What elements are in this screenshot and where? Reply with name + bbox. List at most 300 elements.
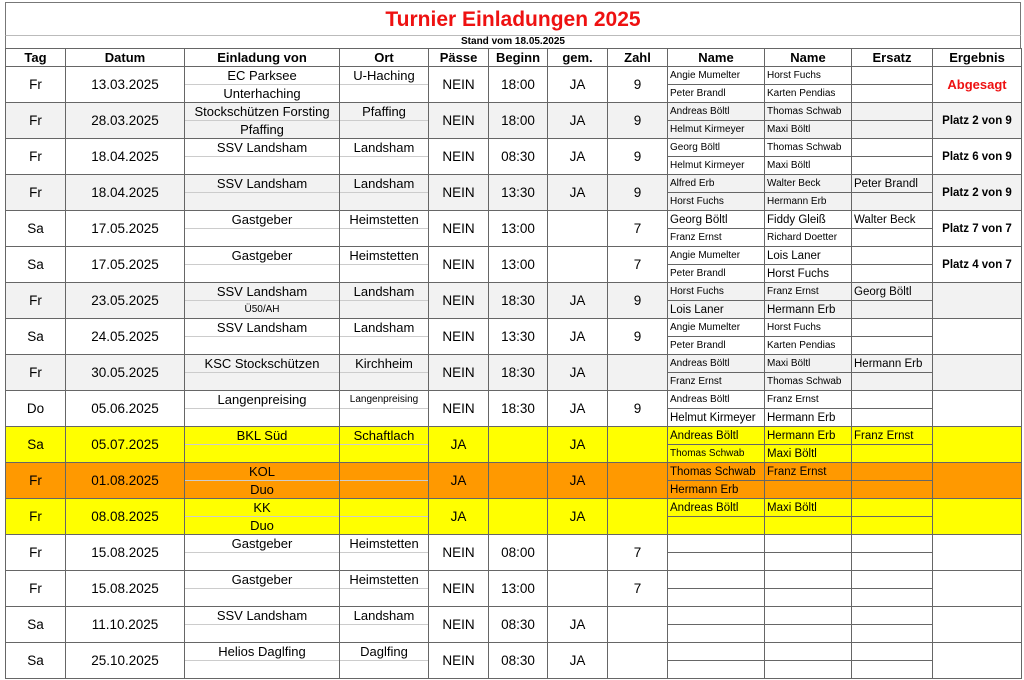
cell-ersatz	[852, 409, 933, 427]
cell-ergebnis: Platz 4 von 7	[933, 247, 1022, 283]
cell-name-1	[668, 571, 765, 589]
ort-line-2	[340, 121, 428, 138]
cell-ort	[340, 355, 429, 391]
ort-line: Schaftlach	[340, 427, 428, 445]
cell-beginn	[489, 427, 548, 463]
ort-line	[340, 499, 428, 517]
cell-ersatz	[852, 247, 933, 265]
ort-line: Heimstetten	[340, 571, 428, 589]
cell-zahl: 9	[608, 391, 668, 427]
cell-zahl	[608, 643, 668, 679]
header-ort: Ort	[340, 49, 429, 67]
table-row	[6, 535, 1022, 553]
cell-zahl	[608, 607, 668, 643]
cell-ersatz	[852, 67, 933, 85]
table-body	[6, 67, 1022, 679]
cell-name-1: Thomas Schwab	[668, 445, 765, 463]
ort-line: Landsham	[340, 175, 428, 193]
einladung-line-1: Gastgeber	[185, 247, 339, 265]
header-beginn: Beginn	[489, 49, 548, 67]
cell-ersatz	[852, 643, 933, 661]
ort-line: Heimstetten	[340, 211, 428, 229]
header-paesse: Pässe	[429, 49, 489, 67]
einladung-line-1: Gastgeber	[185, 535, 339, 553]
header-name-1: Name	[668, 49, 765, 67]
ort-line: Landsham	[340, 607, 428, 625]
ort-line: Daglfing	[340, 643, 428, 661]
header-einladung: Einladung von	[185, 49, 340, 67]
cell-ersatz	[852, 589, 933, 607]
table-row	[6, 643, 1022, 661]
cell-ersatz	[852, 499, 933, 517]
cell-zahl	[608, 463, 668, 499]
cell-ersatz	[852, 391, 933, 409]
cell-paesse: JA	[429, 499, 489, 535]
cell-ort	[340, 643, 429, 679]
cell-datum: 30.05.2025	[66, 355, 185, 391]
cell-name-2	[765, 589, 852, 607]
page-title: Turnier Einladungen 2025	[5, 2, 1021, 35]
ort-line-2	[340, 373, 428, 390]
cell-name-1: Andreas Böltl	[668, 103, 765, 121]
cell-paesse: NEIN	[429, 175, 489, 211]
cell-paesse: NEIN	[429, 355, 489, 391]
einladung-line-2	[185, 157, 339, 174]
cell-datum: 17.05.2025	[66, 211, 185, 247]
ort-line: U-Haching	[340, 67, 428, 85]
header-name-2: Name	[765, 49, 852, 67]
einladung-line-2: Unterhaching	[223, 86, 301, 101]
cell-paesse: NEIN	[429, 283, 489, 319]
cell-gem: JA	[548, 319, 608, 355]
cell-gem	[548, 247, 608, 283]
cell-einladung	[185, 103, 340, 139]
cell-name-1	[668, 535, 765, 553]
cell-beginn: 18:00	[489, 67, 548, 103]
einladung-line-1: BKL Süd	[185, 427, 339, 445]
cell-name-1: Hermann Erb	[668, 481, 765, 499]
cell-name-2: Maxi Böltl	[765, 121, 852, 139]
cell-name-2	[765, 661, 852, 679]
cell-tag: Fr	[6, 535, 66, 571]
cell-name-2: Richard Doetter	[765, 229, 852, 247]
table-row	[6, 463, 1022, 481]
cell-ergebnis: Platz 6 von 9	[933, 139, 1022, 175]
ort-line: Heimstetten	[340, 247, 428, 265]
cell-datum: 11.10.2025	[66, 607, 185, 643]
cell-ergebnis	[933, 499, 1022, 535]
cell-beginn: 08:30	[489, 139, 548, 175]
cell-ersatz	[852, 301, 933, 319]
cell-tag: Sa	[6, 319, 66, 355]
cell-name-1	[668, 643, 765, 661]
cell-zahl	[608, 427, 668, 463]
cell-name-2: Walter Beck	[765, 175, 852, 193]
cell-paesse: NEIN	[429, 391, 489, 427]
cell-name-1	[668, 589, 765, 607]
table-row	[6, 571, 1022, 589]
cell-datum: 18.04.2025	[66, 139, 185, 175]
cell-einladung	[185, 643, 340, 679]
cell-beginn: 13:30	[489, 175, 548, 211]
cell-einladung	[185, 391, 340, 427]
ort-line-2	[340, 445, 428, 462]
ort-line-2	[340, 85, 428, 102]
cell-gem: JA	[548, 355, 608, 391]
cell-name-2	[765, 517, 852, 535]
einladung-line-2	[185, 553, 339, 570]
cell-ort	[340, 139, 429, 175]
cell-ort	[340, 247, 429, 283]
ort-line: Landsham	[340, 139, 428, 157]
cell-gem: JA	[548, 391, 608, 427]
table-row	[6, 319, 1022, 337]
cell-tag: Fr	[6, 103, 66, 139]
cell-ort	[340, 391, 429, 427]
cell-ersatz	[852, 193, 933, 211]
cell-beginn: 18:30	[489, 283, 548, 319]
cell-name-2	[765, 625, 852, 643]
einladung-line-2	[185, 661, 339, 678]
cell-ergebnis	[933, 535, 1022, 571]
cell-name-1: Andreas Böltl	[668, 355, 765, 373]
cell-datum: 25.10.2025	[66, 643, 185, 679]
cell-tag: Do	[6, 391, 66, 427]
cell-einladung	[185, 211, 340, 247]
cell-beginn: 08:30	[489, 607, 548, 643]
cell-tag: Sa	[6, 211, 66, 247]
cell-ersatz	[852, 85, 933, 103]
cell-einladung	[185, 139, 340, 175]
cell-name-2: Franz Ernst	[765, 283, 852, 301]
einladung-line-2: Duo	[250, 482, 274, 497]
cell-paesse: NEIN	[429, 643, 489, 679]
cell-paesse: NEIN	[429, 139, 489, 175]
cell-ergebnis: Platz 7 von 7	[933, 211, 1022, 247]
ort-line-2	[340, 625, 428, 642]
ort-line-2	[340, 589, 428, 606]
cell-name-1: Peter Brandl	[668, 337, 765, 355]
cell-zahl	[608, 355, 668, 391]
einladung-line-2: Pfaffing	[240, 122, 284, 137]
cell-datum: 05.07.2025	[66, 427, 185, 463]
cell-zahl: 7	[608, 247, 668, 283]
cell-ort	[340, 463, 429, 499]
cell-beginn: 13:00	[489, 571, 548, 607]
cell-paesse: NEIN	[429, 571, 489, 607]
einladung-line-1: Gastgeber	[185, 571, 339, 589]
einladung-line-2	[185, 337, 339, 354]
einladung-line-1: Helios Daglfing	[185, 643, 339, 661]
cell-tag: Sa	[6, 607, 66, 643]
table-row	[6, 427, 1022, 445]
cell-einladung	[185, 355, 340, 391]
einladung-line-2	[185, 265, 339, 282]
cell-ergebnis: Platz 2 von 9	[933, 175, 1022, 211]
cell-name-1: Franz Ernst	[668, 373, 765, 391]
ort-line-2	[340, 157, 428, 174]
cell-datum: 18.04.2025	[66, 175, 185, 211]
cell-gem: JA	[548, 643, 608, 679]
cell-name-2: Thomas Schwab	[765, 103, 852, 121]
cell-einladung	[185, 571, 340, 607]
cell-zahl	[608, 499, 668, 535]
cell-name-2: Hermann Erb	[765, 193, 852, 211]
cell-name-1: Georg Böltl	[668, 139, 765, 157]
cell-tag: Fr	[6, 67, 66, 103]
cell-name-1: Andreas Böltl	[668, 391, 765, 409]
cell-paesse: JA	[429, 427, 489, 463]
cell-einladung	[185, 283, 340, 319]
header-gem: gem.	[548, 49, 608, 67]
cell-ergebnis	[933, 283, 1022, 319]
cell-ersatz	[852, 625, 933, 643]
cell-beginn: 08:30	[489, 643, 548, 679]
cell-name-2: Thomas Schwab	[765, 373, 852, 391]
ort-line-2	[340, 553, 428, 570]
header-row	[6, 49, 1022, 67]
cell-ersatz: Franz Ernst	[852, 427, 933, 445]
cell-einladung	[185, 427, 340, 463]
cell-gem: JA	[548, 175, 608, 211]
cell-ersatz	[852, 157, 933, 175]
cell-name-1: Helmut Kirmeyer	[668, 121, 765, 139]
cell-tag: Sa	[6, 427, 66, 463]
cell-name-2: Horst Fuchs	[765, 319, 852, 337]
cell-datum: 01.08.2025	[66, 463, 185, 499]
cell-ort	[340, 319, 429, 355]
cell-ersatz	[852, 229, 933, 247]
cell-einladung	[185, 499, 340, 535]
cell-name-1	[668, 553, 765, 571]
cell-ergebnis	[933, 391, 1022, 427]
cell-zahl: 7	[608, 535, 668, 571]
cell-beginn: 13:30	[489, 319, 548, 355]
einladung-line-1: EC Parksee	[185, 67, 339, 85]
cell-beginn: 08:00	[489, 535, 548, 571]
cell-zahl: 7	[608, 211, 668, 247]
cell-ersatz	[852, 445, 933, 463]
cell-ersatz: Georg Böltl	[852, 283, 933, 301]
cell-name-2: Thomas Schwab	[765, 139, 852, 157]
cell-name-2: Hermann Erb	[765, 409, 852, 427]
table-row	[6, 139, 1022, 157]
einladung-line-1: SSV Landsham	[185, 139, 339, 157]
ort-line: Pfaffing	[340, 103, 428, 121]
header-zahl: Zahl	[608, 49, 668, 67]
cell-tag: Sa	[6, 247, 66, 283]
table-row	[6, 283, 1022, 301]
cell-name-2: Horst Fuchs	[765, 265, 852, 283]
cell-ersatz	[852, 553, 933, 571]
cell-name-2	[765, 643, 852, 661]
cell-name-2	[765, 535, 852, 553]
cell-name-2: Horst Fuchs	[765, 67, 852, 85]
cell-ersatz	[852, 121, 933, 139]
cell-name-1	[668, 607, 765, 625]
einladung-line-1: Stockschützen Forsting	[185, 103, 339, 121]
einladung-line-1: SSV Landsham	[185, 607, 339, 625]
cell-name-2: Fiddy Gleiß	[765, 211, 852, 229]
cell-name-1: Helmut Kirmeyer	[668, 157, 765, 175]
cell-name-2: Maxi Böltl	[765, 355, 852, 373]
cell-ort	[340, 535, 429, 571]
cell-tag: Fr	[6, 283, 66, 319]
cell-zahl: 9	[608, 103, 668, 139]
table-row	[6, 355, 1022, 373]
einladung-line-1: KK	[185, 499, 339, 517]
cell-name-1: Horst Fuchs	[668, 283, 765, 301]
cell-gem: JA	[548, 139, 608, 175]
ort-line-2	[340, 301, 428, 318]
cell-name-2	[765, 607, 852, 625]
cell-ort	[340, 211, 429, 247]
tournament-table	[5, 48, 1022, 679]
cell-zahl: 9	[608, 175, 668, 211]
cell-tag: Fr	[6, 355, 66, 391]
einladung-line-1: Langenpreising	[185, 391, 339, 409]
einladung-line-1: KOL	[185, 463, 339, 481]
cell-name-1: Angie Mumelter	[668, 319, 765, 337]
cell-name-1: Peter Brandl	[668, 265, 765, 283]
cell-paesse: NEIN	[429, 247, 489, 283]
cell-datum: 17.05.2025	[66, 247, 185, 283]
einladung-line-2	[185, 373, 339, 390]
cell-datum: 15.08.2025	[66, 535, 185, 571]
cell-paesse: NEIN	[429, 211, 489, 247]
cell-einladung	[185, 463, 340, 499]
cell-ergebnis	[933, 463, 1022, 499]
cell-name-2: Karten Pendias	[765, 337, 852, 355]
einladung-line-1: SSV Landsham	[185, 175, 339, 193]
cell-ergebnis	[933, 643, 1022, 679]
cell-paesse: NEIN	[429, 67, 489, 103]
cell-name-2: Karten Pendias	[765, 85, 852, 103]
ort-line	[340, 463, 428, 481]
ort-line-2	[340, 193, 428, 210]
cell-paesse: JA	[429, 463, 489, 499]
table-row	[6, 211, 1022, 229]
cell-ersatz	[852, 319, 933, 337]
table-row	[6, 499, 1022, 517]
cell-zahl: 9	[608, 139, 668, 175]
cell-name-1	[668, 517, 765, 535]
cell-ersatz	[852, 265, 933, 283]
cell-datum: 15.08.2025	[66, 571, 185, 607]
cell-ersatz	[852, 337, 933, 355]
cell-zahl: 9	[608, 319, 668, 355]
cell-gem: JA	[548, 463, 608, 499]
header-ersatz: Ersatz	[852, 49, 933, 67]
cell-gem: JA	[548, 283, 608, 319]
cell-datum: 28.03.2025	[66, 103, 185, 139]
cell-name-1	[668, 625, 765, 643]
header-datum: Datum	[66, 49, 185, 67]
cell-ergebnis	[933, 571, 1022, 607]
cell-ergebnis	[933, 427, 1022, 463]
cell-zahl: 9	[608, 283, 668, 319]
cell-datum: 24.05.2025	[66, 319, 185, 355]
ort-line-2	[340, 661, 428, 678]
cell-beginn: 13:00	[489, 211, 548, 247]
cell-datum: 05.06.2025	[66, 391, 185, 427]
cell-gem: JA	[548, 103, 608, 139]
ort-line-2	[340, 409, 428, 426]
cell-gem	[548, 535, 608, 571]
cell-name-2: Maxi Böltl	[765, 499, 852, 517]
table-row	[6, 391, 1022, 409]
cell-name-1: Peter Brandl	[668, 85, 765, 103]
cell-gem	[548, 571, 608, 607]
cell-name-1: Andreas Böltl	[668, 499, 765, 517]
einladung-line-2	[185, 589, 339, 606]
cell-name-1: Horst Fuchs	[668, 193, 765, 211]
cell-datum: 08.08.2025	[66, 499, 185, 535]
cell-ersatz: Hermann Erb	[852, 355, 933, 373]
status-date: Stand vom 18.05.2025	[5, 35, 1021, 48]
ort-line-2	[340, 517, 428, 534]
cell-tag: Fr	[6, 463, 66, 499]
cell-beginn: 18:30	[489, 391, 548, 427]
tournament-sheet	[5, 2, 1021, 679]
cell-einladung	[185, 607, 340, 643]
einladung-line-2	[185, 445, 339, 462]
cell-name-1: Alfred Erb	[668, 175, 765, 193]
cell-beginn: 18:30	[489, 355, 548, 391]
einladung-line-1: Gastgeber	[185, 211, 339, 229]
cell-gem: JA	[548, 499, 608, 535]
cell-name-1: Andreas Böltl	[668, 427, 765, 445]
einladung-line-2	[185, 229, 339, 246]
cell-tag: Fr	[6, 139, 66, 175]
cell-paesse: NEIN	[429, 103, 489, 139]
cell-name-2: Maxi Böltl	[765, 445, 852, 463]
cell-gem: JA	[548, 67, 608, 103]
cell-datum: 23.05.2025	[66, 283, 185, 319]
cell-ergebnis	[933, 607, 1022, 643]
cell-beginn	[489, 463, 548, 499]
cell-name-1: Franz Ernst	[668, 229, 765, 247]
cell-name-1: Georg Böltl	[668, 211, 765, 229]
cell-datum: 13.03.2025	[66, 67, 185, 103]
cell-ort	[340, 499, 429, 535]
cell-zahl: 7	[608, 571, 668, 607]
cell-name-2	[765, 571, 852, 589]
cell-tag: Fr	[6, 571, 66, 607]
cell-tag: Sa	[6, 643, 66, 679]
cell-name-1: Lois Laner	[668, 301, 765, 319]
table-row	[6, 607, 1022, 625]
cell-name-2: Lois Laner	[765, 247, 852, 265]
header-tag: Tag	[6, 49, 66, 67]
cell-ort	[340, 67, 429, 103]
cell-einladung	[185, 319, 340, 355]
cell-ort	[340, 427, 429, 463]
cell-name-2: Franz Ernst	[765, 463, 852, 481]
einladung-line-2: Duo	[250, 518, 274, 533]
cell-name-2: Franz Ernst	[765, 391, 852, 409]
cell-name-2	[765, 553, 852, 571]
einladung-line-1: SSV Landsham	[185, 283, 339, 301]
cell-ort	[340, 607, 429, 643]
ort-line: Heimstetten	[340, 535, 428, 553]
cell-name-2	[765, 481, 852, 499]
ort-line-2	[340, 481, 428, 498]
cell-paesse: NEIN	[429, 607, 489, 643]
cell-ersatz: Walter Beck	[852, 211, 933, 229]
cell-tag: Fr	[6, 499, 66, 535]
ort-line: Langenpreising	[340, 391, 428, 409]
